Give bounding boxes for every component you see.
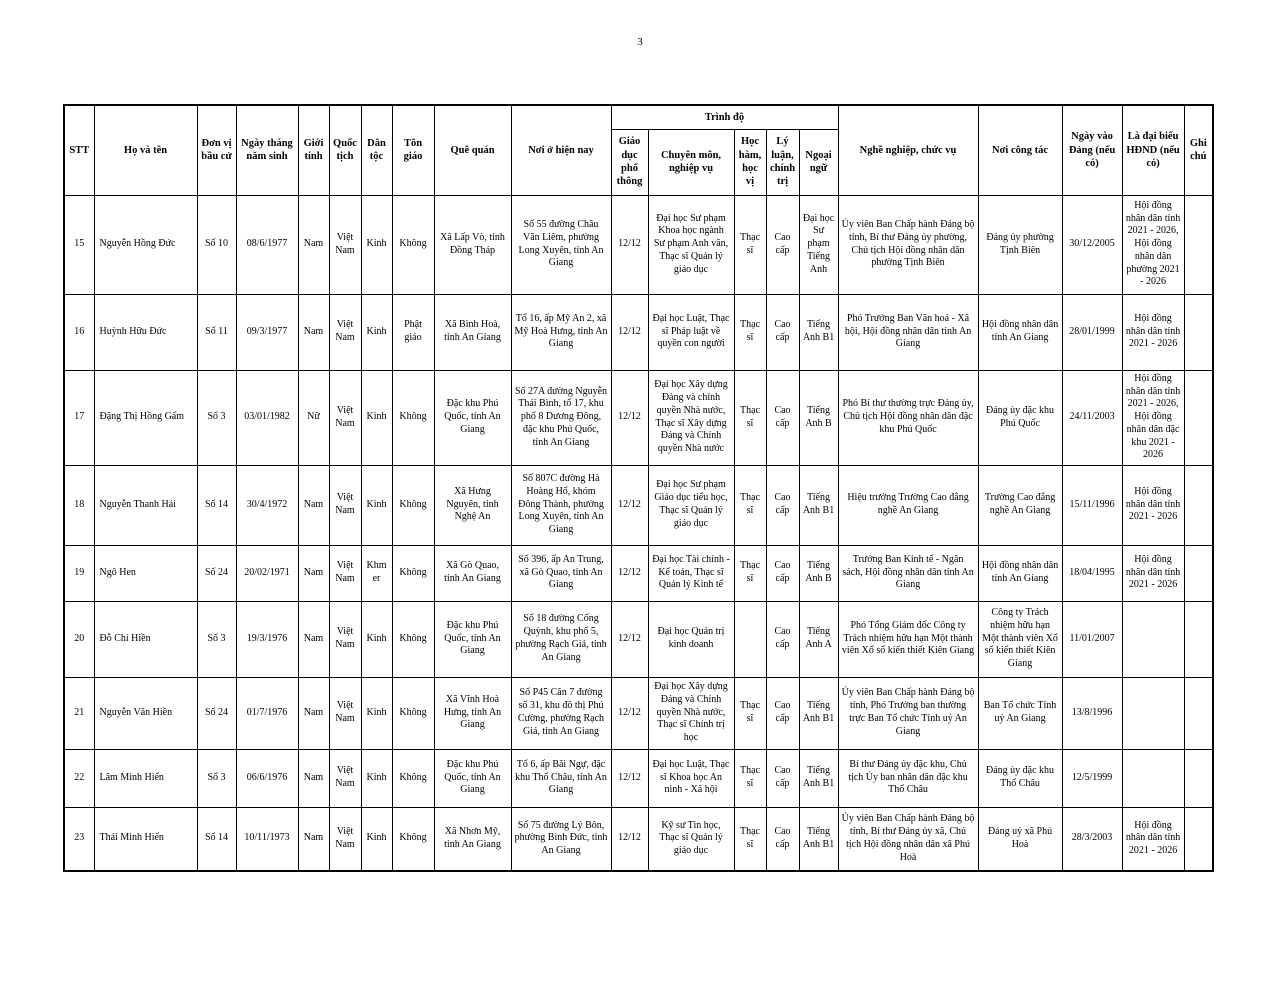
cell-don-vi-bau-cu: Số 14	[197, 465, 236, 545]
cell-ho-va-ten: Lâm Minh Hiển	[94, 749, 197, 807]
cell-ngay-thang-nam-sinh: 20/02/1971	[236, 545, 298, 601]
cell-chuyen-mon-nghiep-vu: Đại học Sư phạm Giáo dục tiểu học, Thạc sĩ Quản lý giáo dục	[648, 465, 734, 545]
cell-ton-giao: Không	[392, 749, 434, 807]
cell-que-quan: Xã Lấp Vò, tỉnh Đồng Tháp	[434, 195, 511, 294]
cell-ngoai-ngu: Tiếng Anh B1	[799, 677, 838, 749]
cell-gioi-tinh: Nam	[298, 807, 329, 871]
cell-hoc-ham-hoc-vi: Thạc sĩ	[734, 465, 766, 545]
cell-ngay-vao-dang: 12/5/1999	[1062, 749, 1122, 807]
cell-ghi-chu	[1184, 601, 1213, 677]
header-nghe-nghiep-chuc-vu: Nghề nghiệp, chức vụ	[838, 105, 978, 195]
header-giao-duc-pho-thong: Giáo dục phổ thông	[611, 129, 648, 195]
cell-ngay-thang-nam-sinh: 01/7/1976	[236, 677, 298, 749]
cell-hoc-ham-hoc-vi: Thạc sĩ	[734, 807, 766, 871]
cell-noi-cong-tac: Trường Cao đẳng nghề An Giang	[978, 465, 1062, 545]
header-noi-o-hien-nay: Nơi ở hiện nay	[511, 105, 611, 195]
cell-chuyen-mon-nghiep-vu: Đại học Quản trị kinh doanh	[648, 601, 734, 677]
cell-dan-toc: Kinh	[361, 749, 392, 807]
cell-ghi-chu	[1184, 370, 1213, 465]
cell-ton-giao: Không	[392, 677, 434, 749]
cell-la-dai-bieu-hdnd	[1122, 601, 1184, 677]
cell-gioi-tinh: Nam	[298, 601, 329, 677]
cell-noi-cong-tac: Hội đồng nhân dân tỉnh An Giang	[978, 545, 1062, 601]
header-trinh-do-group: Trình độ	[611, 105, 838, 129]
cell-ton-giao: Phật giáo	[392, 294, 434, 370]
cell-nghe-nghiep-chuc-vu: Trưởng Ban Kinh tế - Ngân sách, Hội đồng nhân dân tỉnh An Giang	[838, 545, 978, 601]
cell-hoc-ham-hoc-vi: Thạc sĩ	[734, 749, 766, 807]
cell-ly-luan-chinh-tri: Cao cấp	[766, 370, 799, 465]
header-que-quan: Quê quán	[434, 105, 511, 195]
cell-noi-cong-tac: Công ty Trách nhiệm hữu hạn Một thành viên Xổ số kiến thiết Kiên Giang	[978, 601, 1062, 677]
cell-don-vi-bau-cu: Số 24	[197, 677, 236, 749]
cell-chuyen-mon-nghiep-vu: Kỹ sư Tin học, Thạc sĩ Quản lý giáo dục	[648, 807, 734, 871]
cell-nghe-nghiep-chuc-vu: Phó Bí thư thường trực Đảng ủy, Chủ tịch Hội đồng nhân dân đặc khu Phú Quốc	[838, 370, 978, 465]
table-row	[64, 749, 1213, 807]
cell-ngay-thang-nam-sinh: 30/4/1972	[236, 465, 298, 545]
cell-ghi-chu	[1184, 294, 1213, 370]
header-ho-va-ten: Họ và tên	[94, 105, 197, 195]
cell-nghe-nghiep-chuc-vu: Ủy viên Ban Chấp hành Đảng bộ tỉnh, Bí thư Đảng ủy xã, Chủ tịch Hội đồng nhân dân xã Phú Hoà	[838, 807, 978, 871]
cell-noi-cong-tac: Hội đồng nhân dân tỉnh An Giang	[978, 294, 1062, 370]
cell-noi-o-hien-nay: Số 55 đường Châu Văn Liêm, phường Long Xuyên, tỉnh An Giang	[511, 195, 611, 294]
cell-ngay-vao-dang: 28/3/2003	[1062, 807, 1122, 871]
header-quoc-tich: Quốc tịch	[329, 105, 361, 195]
cell-ngay-vao-dang: 30/12/2005	[1062, 195, 1122, 294]
cell-la-dai-bieu-hdnd: Hội đồng nhân dân tỉnh 2021 - 2026	[1122, 465, 1184, 545]
cell-ghi-chu	[1184, 465, 1213, 545]
cell-chuyen-mon-nghiep-vu: Đại học Tài chính - Kế toán, Thạc sĩ Quản lý Kinh tế	[648, 545, 734, 601]
cell-la-dai-bieu-hdnd: Hội đồng nhân dân tỉnh 2021 - 2026	[1122, 807, 1184, 871]
cell-la-dai-bieu-hdnd: Hội đồng nhân dân tỉnh 2021 - 2026	[1122, 545, 1184, 601]
cell-don-vi-bau-cu: Số 24	[197, 545, 236, 601]
header-ngay-thang-nam-sinh: Ngày tháng năm sinh	[236, 105, 298, 195]
cell-quoc-tich: Việt Nam	[329, 749, 361, 807]
cell-ho-va-ten: Nguyễn Văn Hiền	[94, 677, 197, 749]
cell-ngoai-ngu: Tiếng Anh B1	[799, 749, 838, 807]
cell-noi-cong-tac: Đảng uỷ xã Phú Hoà	[978, 807, 1062, 871]
cell-giao-duc-pho-thong: 12/12	[611, 601, 648, 677]
cell-ngay-thang-nam-sinh: 09/3/1977	[236, 294, 298, 370]
cell-la-dai-bieu-hdnd: Hội đồng nhân dân tỉnh 2021 - 2026, Hội đồng nhân dân đặc khu 2021 - 2026	[1122, 370, 1184, 465]
header-hoc-ham-hoc-vi: Học hàm, học vị	[734, 129, 766, 195]
cell-dan-toc: Kinh	[361, 294, 392, 370]
header-la-dai-bieu-hdnd: Là đại biểu HĐND (nếu có)	[1122, 105, 1184, 195]
cell-gioi-tinh: Nam	[298, 545, 329, 601]
header-noi-cong-tac: Nơi công tác	[978, 105, 1062, 195]
table-row	[64, 807, 1213, 871]
cell-chuyen-mon-nghiep-vu: Đại học Xây dựng Đảng và Chính quyền Nhà nước, Thạc sĩ Chính trị học	[648, 677, 734, 749]
header-ngoai-ngu: Ngoại ngữ	[799, 129, 838, 195]
cell-giao-duc-pho-thong: 12/12	[611, 807, 648, 871]
cell-ngoai-ngu: Tiếng Anh B1	[799, 465, 838, 545]
cell-quoc-tich: Việt Nam	[329, 677, 361, 749]
cell-ly-luan-chinh-tri: Cao cấp	[766, 545, 799, 601]
table-row	[64, 294, 1213, 370]
cell-dan-toc: Kinh	[361, 677, 392, 749]
cell-quoc-tich: Việt Nam	[329, 294, 361, 370]
cell-nghe-nghiep-chuc-vu: Bí thư Đảng ủy đặc khu, Chủ tịch Ủy ban nhân dân đặc khu Thổ Châu	[838, 749, 978, 807]
header-row-group	[64, 105, 1213, 129]
cell-noi-o-hien-nay: Số 75 đường Lý Bôn, phường Bình Đức, tỉnh An Giang	[511, 807, 611, 871]
cell-gioi-tinh: Nam	[298, 195, 329, 294]
cell-ly-luan-chinh-tri: Cao cấp	[766, 465, 799, 545]
cell-ngay-vao-dang: 18/04/1995	[1062, 545, 1122, 601]
cell-ho-va-ten: Thái Minh Hiển	[94, 807, 197, 871]
cell-quoc-tich: Việt Nam	[329, 545, 361, 601]
cell-chuyen-mon-nghiep-vu: Đại học Xây dựng Đảng và chính quyền Nhà nước, Thạc sĩ Xây dựng Đảng và Chính quyền Nhà nước	[648, 370, 734, 465]
header-ly-luan-chinh-tri: Lý luận, chính trị	[766, 129, 799, 195]
cell-noi-o-hien-nay: Tổ 6, ấp Bãi Ngự, đặc khu Thổ Châu, tỉnh An Giang	[511, 749, 611, 807]
cell-ly-luan-chinh-tri: Cao cấp	[766, 195, 799, 294]
cell-giao-duc-pho-thong: 12/12	[611, 465, 648, 545]
cell-hoc-ham-hoc-vi: Thạc sĩ	[734, 195, 766, 294]
cell-hoc-ham-hoc-vi: Thạc sĩ	[734, 294, 766, 370]
cell-gioi-tinh: Nữ	[298, 370, 329, 465]
cell-nghe-nghiep-chuc-vu: Ủy viên Ban Chấp hành Đảng bộ tỉnh, Bí thư Đảng ủy phường, Chủ tịch Hội đồng nhân dân phường Tịnh Biên	[838, 195, 978, 294]
header-don-vi-bau-cu: Đơn vị bầu cử	[197, 105, 236, 195]
header-ghi-chu: Ghi chú	[1184, 105, 1213, 195]
cell-ghi-chu	[1184, 195, 1213, 294]
cell-ho-va-ten: Ngô Hen	[94, 545, 197, 601]
cell-noi-o-hien-nay: Số 27A đường Nguyễn Thái Bình, tổ 17, khu phố 8 Dương Đông, đặc khu Phú Quốc, tỉnh An Giang	[511, 370, 611, 465]
cell-dan-toc: Kinh	[361, 465, 392, 545]
cell-ton-giao: Không	[392, 370, 434, 465]
table-row	[64, 677, 1213, 749]
cell-ly-luan-chinh-tri: Cao cấp	[766, 749, 799, 807]
cell-giao-duc-pho-thong: 12/12	[611, 545, 648, 601]
cell-quoc-tich: Việt Nam	[329, 807, 361, 871]
cell-ton-giao: Không	[392, 545, 434, 601]
cell-hoc-ham-hoc-vi: Thạc sĩ	[734, 677, 766, 749]
cell-noi-cong-tac: Ban Tổ chức Tỉnh uỷ An Giang	[978, 677, 1062, 749]
cell-que-quan: Đặc khu Phú Quốc, tỉnh An Giang	[434, 370, 511, 465]
cell-nghe-nghiep-chuc-vu: Hiệu trưởng Trường Cao đẳng nghề An Giang	[838, 465, 978, 545]
header-dan-toc: Dân tộc	[361, 105, 392, 195]
cell-ngay-vao-dang: 24/11/2003	[1062, 370, 1122, 465]
cell-don-vi-bau-cu: Số 14	[197, 807, 236, 871]
cell-que-quan: Đặc khu Phú Quốc, tỉnh An Giang	[434, 601, 511, 677]
header-chuyen-mon-nghiep-vu: Chuyên môn, nghiệp vụ	[648, 129, 734, 195]
table-row	[64, 545, 1213, 601]
cell-ton-giao: Không	[392, 601, 434, 677]
cell-giao-duc-pho-thong: 12/12	[611, 195, 648, 294]
cell-la-dai-bieu-hdnd: Hội đồng nhân dân tỉnh 2021 - 2026, Hội đồng nhân dân phường 2021 - 2026	[1122, 195, 1184, 294]
cell-ly-luan-chinh-tri: Cao cấp	[766, 677, 799, 749]
cell-ton-giao: Không	[392, 465, 434, 545]
cell-ghi-chu	[1184, 807, 1213, 871]
cell-quoc-tich: Việt Nam	[329, 601, 361, 677]
table-body	[64, 195, 1213, 871]
delegates-table	[63, 104, 1214, 872]
cell-noi-o-hien-nay: Số 396, ấp An Trung, xã Gò Quao, tỉnh An Giang	[511, 545, 611, 601]
cell-stt: 22	[64, 749, 94, 807]
cell-ngay-thang-nam-sinh: 06/6/1976	[236, 749, 298, 807]
cell-gioi-tinh: Nam	[298, 465, 329, 545]
cell-stt: 23	[64, 807, 94, 871]
cell-don-vi-bau-cu: Số 3	[197, 370, 236, 465]
cell-ho-va-ten: Huỳnh Hữu Đức	[94, 294, 197, 370]
cell-la-dai-bieu-hdnd: Hội đồng nhân dân tỉnh 2021 - 2026	[1122, 294, 1184, 370]
cell-noi-o-hien-nay: Tổ 16, ấp Mỹ An 2, xã Mỹ Hoà Hưng, tỉnh An Giang	[511, 294, 611, 370]
table-row	[64, 370, 1213, 465]
cell-que-quan: Xã Vĩnh Hoà Hưng, tỉnh An Giang	[434, 677, 511, 749]
cell-que-quan: Xã Gò Quao, tỉnh An Giang	[434, 545, 511, 601]
cell-stt: 15	[64, 195, 94, 294]
cell-don-vi-bau-cu: Số 3	[197, 749, 236, 807]
cell-noi-o-hien-nay: Số P45 Căn 7 đường số 31, khu đô thị Phú Cường, phường Rạch Giá, tỉnh An Giang	[511, 677, 611, 749]
cell-dan-toc: Kinh	[361, 195, 392, 294]
header-ton-giao: Tôn giáo	[392, 105, 434, 195]
cell-ngoai-ngu: Đại học Sư phạm Tiếng Anh	[799, 195, 838, 294]
cell-quoc-tich: Việt Nam	[329, 195, 361, 294]
cell-ton-giao: Không	[392, 807, 434, 871]
cell-dan-toc: Kinh	[361, 370, 392, 465]
cell-gioi-tinh: Nam	[298, 677, 329, 749]
cell-dan-toc: Kinh	[361, 807, 392, 871]
cell-gioi-tinh: Nam	[298, 294, 329, 370]
cell-ho-va-ten: Nguyễn Thanh Hải	[94, 465, 197, 545]
cell-ngay-vao-dang: 15/11/1996	[1062, 465, 1122, 545]
page-number: 3	[637, 36, 643, 48]
cell-giao-duc-pho-thong: 12/12	[611, 677, 648, 749]
cell-ngay-vao-dang: 28/01/1999	[1062, 294, 1122, 370]
cell-ngay-thang-nam-sinh: 08/6/1977	[236, 195, 298, 294]
cell-dan-toc: Khmer	[361, 545, 392, 601]
cell-ho-va-ten: Đặng Thị Hồng Gấm	[94, 370, 197, 465]
cell-don-vi-bau-cu: Số 3	[197, 601, 236, 677]
cell-stt: 21	[64, 677, 94, 749]
cell-giao-duc-pho-thong: 12/12	[611, 370, 648, 465]
cell-stt: 18	[64, 465, 94, 545]
cell-giao-duc-pho-thong: 12/12	[611, 294, 648, 370]
cell-stt: 20	[64, 601, 94, 677]
cell-que-quan: Xã Hưng Nguyên, tỉnh Nghệ An	[434, 465, 511, 545]
cell-que-quan: Xã Bình Hoà, tỉnh An Giang	[434, 294, 511, 370]
cell-ly-luan-chinh-tri: Cao cấp	[766, 601, 799, 677]
cell-stt: 19	[64, 545, 94, 601]
table-row	[64, 465, 1213, 545]
cell-ho-va-ten: Nguyễn Hồng Đức	[94, 195, 197, 294]
cell-hoc-ham-hoc-vi: Thạc sĩ	[734, 370, 766, 465]
table-row	[64, 601, 1213, 677]
cell-stt: 17	[64, 370, 94, 465]
cell-la-dai-bieu-hdnd	[1122, 749, 1184, 807]
cell-nghe-nghiep-chuc-vu: Phó Trưởng Ban Văn hoá - Xã hội, Hội đồng nhân dân tỉnh An Giang	[838, 294, 978, 370]
cell-chuyen-mon-nghiep-vu: Đại học Luật, Thạc sĩ Pháp luật về quyền con người	[648, 294, 734, 370]
cell-chuyen-mon-nghiep-vu: Đại học Sư phạm Khoa học ngành Sư phạm Anh văn, Thạc sĩ Quản lý giáo dục	[648, 195, 734, 294]
cell-gioi-tinh: Nam	[298, 749, 329, 807]
cell-que-quan: Xã Nhơn Mỹ, tỉnh An Giang	[434, 807, 511, 871]
cell-noi-cong-tac: Đảng ủy phường Tịnh Biên	[978, 195, 1062, 294]
cell-ngay-vao-dang: 13/8/1996	[1062, 677, 1122, 749]
table-header	[64, 105, 1213, 195]
cell-que-quan: Đặc khu Phú Quốc, tỉnh An Giang	[434, 749, 511, 807]
table-row	[64, 195, 1213, 294]
cell-ton-giao: Không	[392, 195, 434, 294]
cell-ly-luan-chinh-tri: Cao cấp	[766, 294, 799, 370]
cell-ngoai-ngu: Tiếng Anh B1	[799, 807, 838, 871]
cell-chuyen-mon-nghiep-vu: Đại học Luật, Thạc sĩ Khoa học An ninh - Xã hội	[648, 749, 734, 807]
cell-ghi-chu	[1184, 545, 1213, 601]
cell-dan-toc: Kinh	[361, 601, 392, 677]
cell-la-dai-bieu-hdnd	[1122, 677, 1184, 749]
cell-noi-cong-tac: Đảng ủy đặc khu Phú Quốc	[978, 370, 1062, 465]
cell-noi-cong-tac: Đảng ủy đặc khu Thổ Châu	[978, 749, 1062, 807]
header-stt: STT	[64, 105, 94, 195]
cell-ngoai-ngu: Tiếng Anh A	[799, 601, 838, 677]
cell-don-vi-bau-cu: Số 10	[197, 195, 236, 294]
cell-ngoai-ngu: Tiếng Anh B	[799, 370, 838, 465]
cell-quoc-tich: Việt Nam	[329, 370, 361, 465]
cell-noi-o-hien-nay: Số 18 đường Cống Quỳnh, khu phố 5, phường Rạch Giá, tỉnh An Giang	[511, 601, 611, 677]
cell-ngay-thang-nam-sinh: 10/11/1973	[236, 807, 298, 871]
header-gioi-tinh: Giới tính	[298, 105, 329, 195]
cell-noi-o-hien-nay: Số 807C đường Hà Hoàng Hổ, khóm Đông Thành, phường Long Xuyên, tỉnh An Giang	[511, 465, 611, 545]
cell-ngoai-ngu: Tiếng Anh B	[799, 545, 838, 601]
cell-hoc-ham-hoc-vi	[734, 601, 766, 677]
cell-ly-luan-chinh-tri: Cao cấp	[766, 807, 799, 871]
cell-quoc-tich: Việt Nam	[329, 465, 361, 545]
cell-ngoai-ngu: Tiếng Anh B1	[799, 294, 838, 370]
cell-ngay-thang-nam-sinh: 19/3/1976	[236, 601, 298, 677]
header-ngay-vao-dang: Ngày vào Đảng (nếu có)	[1062, 105, 1122, 195]
cell-ngay-thang-nam-sinh: 03/01/1982	[236, 370, 298, 465]
cell-don-vi-bau-cu: Số 11	[197, 294, 236, 370]
cell-hoc-ham-hoc-vi: Thạc sĩ	[734, 545, 766, 601]
cell-nghe-nghiep-chuc-vu: Phó Tổng Giám đốc Công ty Trách nhiệm hữu hạn Một thành viên Xổ số kiến thiết Kiên Giang	[838, 601, 978, 677]
cell-ghi-chu	[1184, 749, 1213, 807]
cell-nghe-nghiep-chuc-vu: Ủy viên Ban Chấp hành Đảng bộ tỉnh, Phó Trưởng ban thường trực Ban Tổ chức Tỉnh uỷ An Giang	[838, 677, 978, 749]
cell-ho-va-ten: Đỗ Chí Hiền	[94, 601, 197, 677]
cell-ngay-vao-dang: 11/01/2007	[1062, 601, 1122, 677]
cell-ghi-chu	[1184, 677, 1213, 749]
cell-stt: 16	[64, 294, 94, 370]
cell-giao-duc-pho-thong: 12/12	[611, 749, 648, 807]
